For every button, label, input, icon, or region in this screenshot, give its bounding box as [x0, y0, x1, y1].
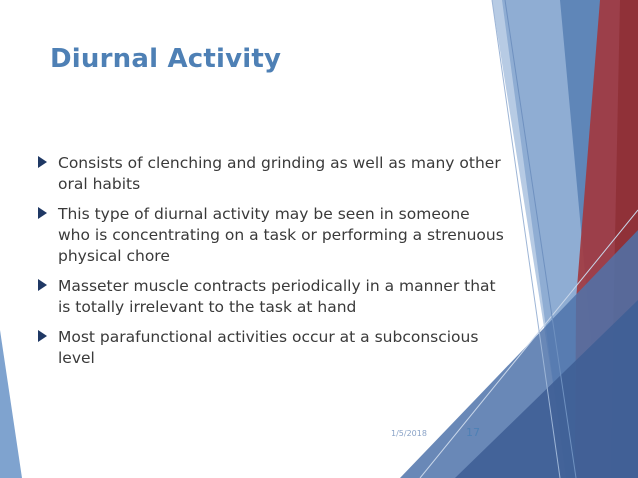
bullet-text: Consists of clenching and grinding as well as many other oral habits	[58, 154, 501, 193]
triangle-bullet-icon	[38, 207, 47, 219]
slide-number: 17	[466, 426, 480, 439]
triangle-bullet-icon	[38, 279, 47, 291]
bullet-item	[36, 327, 506, 369]
bullet-text: Masseter muscle contracts periodically in a manner that is totally irrelevant to the task at hand	[58, 277, 496, 316]
left-accent-shape	[0, 330, 22, 478]
bullet-text: Most parafunctional activities occur at a subconscious level	[58, 328, 479, 367]
bullet-text: This type of diurnal activity may be seen in someone who is concentrating on a task or performing a strenuous physical chore	[58, 205, 504, 265]
bullet-list	[36, 153, 506, 378]
footer-date: 1/5/2018	[391, 429, 427, 438]
triangle-bullet-icon	[38, 156, 47, 168]
bullet-item	[36, 153, 506, 195]
slide-title: Diurnal Activity	[50, 44, 282, 74]
bullet-item	[36, 276, 506, 318]
bullet-item	[36, 204, 506, 267]
triangle-bullet-icon	[38, 330, 47, 342]
